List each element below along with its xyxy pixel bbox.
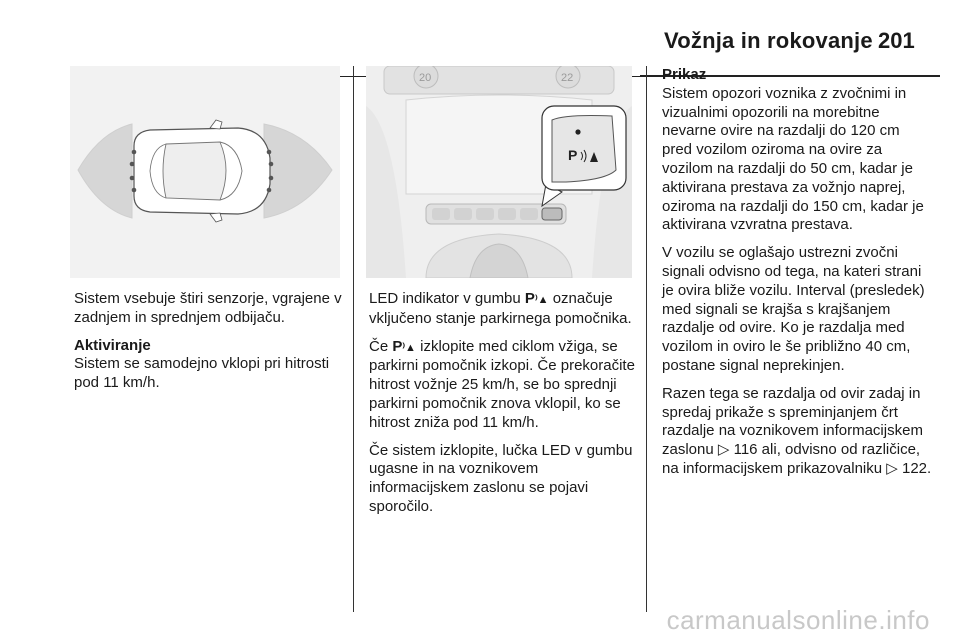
page-header <box>0 20 960 60</box>
park-assist-icon: P⁾▲ <box>392 337 416 355</box>
activation-heading: Aktiviranje <box>74 336 151 354</box>
zoomed-button-label: P <box>568 147 578 163</box>
page-reference-link[interactable]: 116 <box>733 441 758 459</box>
page-title: Vožnja in rokovanje <box>664 28 873 53</box>
console-illustration <box>366 66 632 278</box>
watermark: carmanualsonline.info <box>666 605 930 635</box>
column-divider <box>646 66 647 612</box>
figure-park-assist-button <box>366 66 632 278</box>
figure-sensor-zones <box>70 66 340 278</box>
park-assist-icon: P⁾▲ <box>524 290 549 307</box>
dial-left-label: 20 <box>419 72 432 84</box>
page-number: 201 <box>878 28 915 53</box>
display-heading: Prikaz <box>662 66 707 83</box>
display-text: Sistem opozori voznika z zvočnimi in vizualnimi opozorili na morebitne nevarne ovire na razdalji do 120 cm pred vozilom oziroma na ovire za vozilom na razdalji do 50 cm, kadar je aktivirana prestava za vožnjo naprej, oziroma na razdalji do 150 cm, kadar je aktivirana vzvratna prestava. <box>662 84 924 234</box>
sensors-paragraph: Sistem vsebuje štiri senzorje, vgrajene v zadnjem in sprednjem odbijaču. <box>74 290 342 326</box>
signal-paragraph: V vozilu se oglašajo ustrezni zvočni signali odvisno od tega, na kateri strani je ovira bliže vozilu. Interval (presledek) med signali se krajša s krajšanjem razdalje od ovire. Ko je razdalja med vozilom in oviro le še približno 40 cm, postane signal neprekinjen. <box>662 244 925 374</box>
page-reference-link[interactable]: 122 <box>901 459 928 477</box>
display-section <box>662 66 932 235</box>
car-top-view-illustration <box>70 66 340 278</box>
right-column <box>662 66 932 488</box>
dial-right-label: 22 <box>561 72 574 84</box>
column-divider <box>353 66 354 612</box>
left-column <box>74 290 346 402</box>
deactivation-paragraph: Če P⁾▲ izklopite med ciklom vžiga, se parkirni pomočnik izkopi. Če prekoračite hitrost vožnje 25 km/h, se bo sprednji parkirni pomočnik znova vklopil, ko se hitrost zniža pod 11 km/h. <box>369 337 635 431</box>
distance-lines-paragraph: Razen tega se razdalja od ovir zadaj in spredaj prikaže s spreminjanjem črt razdalje na voznikovem informacijskem zaslonu ▷ 116 ali, odvisno od različice, na informacijskem prikazovalniku ▷ 122. <box>662 384 932 477</box>
middle-column <box>369 290 639 526</box>
page-reference-icon: ▷ <box>717 441 730 459</box>
page-reference-icon: ▷ <box>886 459 898 477</box>
activation-text: Sistem se samodejno vklopi pri hitrosti pod 11 km/h. <box>74 355 330 392</box>
activation-section <box>74 337 346 393</box>
led-paragraph: LED indikator v gumbu P⁾▲ označuje vključeno stanje parkirnega pomočnika. <box>369 290 632 327</box>
led-off-paragraph: Če sistem izklopite, lučka LED v gumbu ugasne in na voznikovem informacijskem zaslonu se pojavi sporočilo. <box>369 441 633 515</box>
